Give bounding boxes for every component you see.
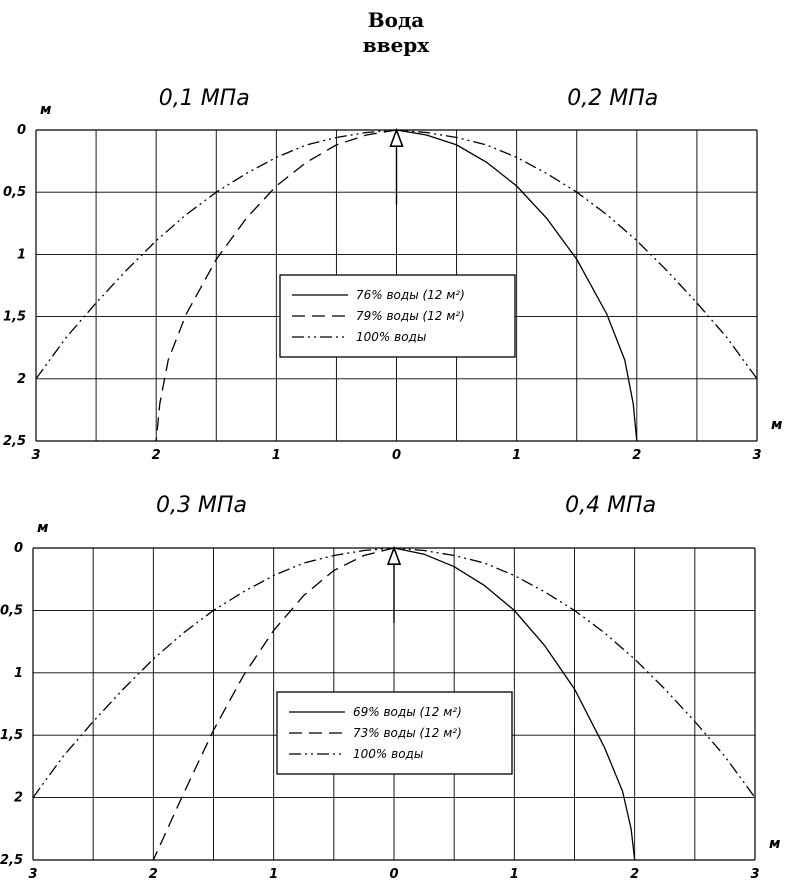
- chart-title-right: 0,2 МПа: [567, 86, 659, 111]
- y-axis-unit-label: м: [37, 520, 49, 536]
- legend-entry-label: 100% воды: [353, 747, 424, 761]
- y-tick-label: 1: [13, 665, 23, 681]
- y-tick-label: 2: [16, 371, 26, 387]
- legend-entry-label: 79% воды (12 м²): [356, 309, 465, 323]
- figure-title-line-1: Вода: [367, 8, 425, 32]
- x-tick-label: 2: [630, 867, 640, 882]
- x-tick-label: 1: [271, 448, 281, 463]
- y-tick-label: 0,5: [0, 603, 23, 619]
- legend-entry-label: 76% воды (12 м²): [356, 288, 465, 302]
- chart-title-right: 0,4 МПа: [565, 493, 657, 518]
- y-tick-label: 1,5: [2, 309, 26, 325]
- x-tick-label: 2: [632, 448, 642, 463]
- x-tick-label: 2: [148, 867, 158, 882]
- y-tick-label: 0: [16, 123, 26, 138]
- x-tick-label: 1: [269, 867, 279, 882]
- water-direction-arrow-head: [391, 130, 403, 146]
- x-axis-unit-label: м: [769, 836, 781, 852]
- figure-title-line-2: вверх: [362, 33, 430, 57]
- x-tick-label: 3: [752, 448, 762, 463]
- x-tick-label: 3: [750, 867, 760, 882]
- x-tick-label: 1: [512, 448, 522, 463]
- x-tick-label: 2: [151, 448, 161, 463]
- y-tick-label: 0,5: [2, 185, 26, 201]
- chart-top: [3, 86, 782, 463]
- x-tick-label: 0: [389, 867, 399, 882]
- x-tick-label: 3: [31, 448, 41, 463]
- legend-entry-label: 100% воды: [356, 330, 427, 344]
- y-tick-label: 2,5: [2, 434, 26, 449]
- x-tick-label: 1: [509, 867, 519, 882]
- y-tick-label: 2,5: [0, 853, 23, 868]
- water-direction-arrow-head: [388, 548, 400, 564]
- x-axis-unit-label: м: [771, 417, 783, 433]
- legend-entry-label: 73% воды (12 м²): [353, 726, 462, 740]
- y-tick-label: 0: [13, 541, 23, 556]
- chart-bottom: [0, 493, 780, 882]
- chart-title-left: 0,3 МПа: [155, 493, 247, 518]
- legend-entry-label: 69% воды (12 м²): [353, 705, 462, 719]
- x-tick-label: 0: [391, 448, 402, 463]
- y-tick-label: 2: [13, 790, 23, 806]
- x-tick-label: 3: [28, 867, 38, 882]
- y-tick-label: 1: [16, 247, 26, 263]
- y-tick-label: 1,5: [0, 728, 23, 744]
- chart-title-left: 0,1 МПа: [158, 86, 250, 111]
- y-axis-unit-label: м: [40, 102, 52, 118]
